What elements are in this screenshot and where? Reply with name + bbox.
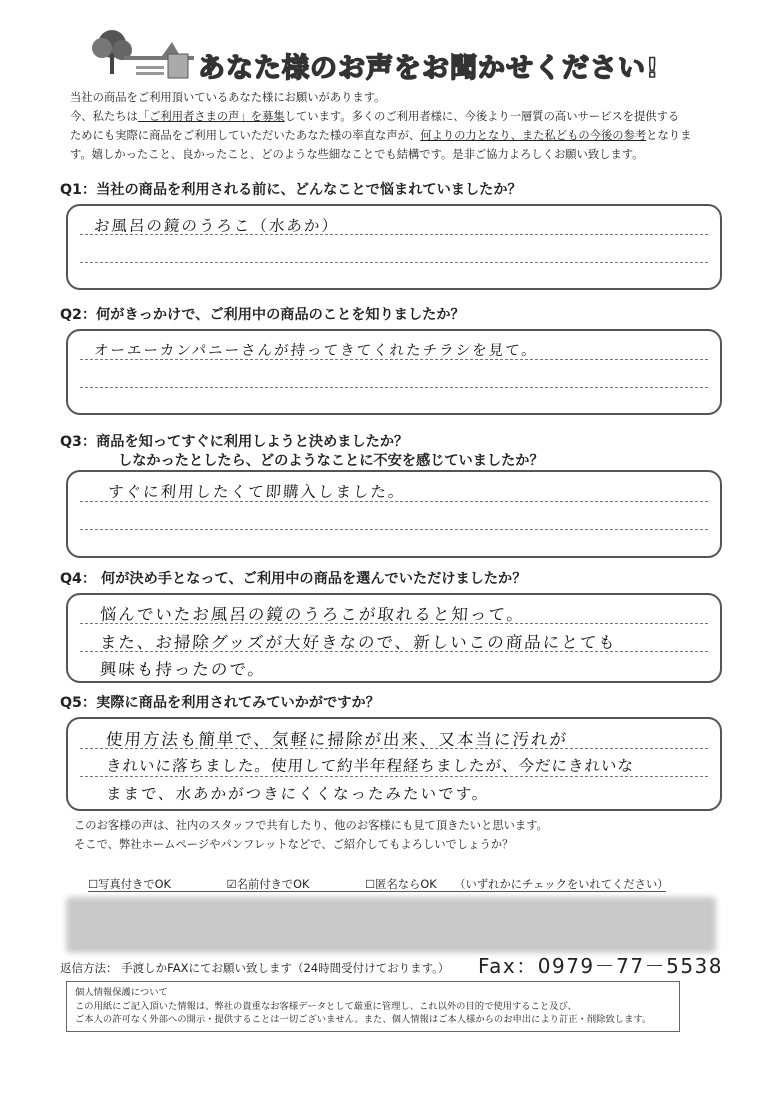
answer-box-5[interactable] bbox=[66, 717, 722, 811]
answer-3: すぐに利用したくて即購入しました。 bbox=[107, 483, 407, 501]
intro-line: す。嬉しかったこと、良かったこと、どのような些細なことでも結構です。是非ご協力よろしくお願い致します。 bbox=[70, 148, 644, 161]
question-3-sub: しなかったとしたら、どのようなことに不安を感じていましたか？ bbox=[118, 453, 544, 469]
question-2: Q2：何がきっかけで、ご利用中の商品のことを知りましたか？ bbox=[60, 307, 465, 323]
dashed-rule bbox=[80, 776, 708, 777]
answer-box-1[interactable] bbox=[66, 204, 722, 290]
answer-4-line-2: また、お掃除グッズが大好きなので、新しいこの商品にとても bbox=[99, 633, 618, 652]
dashed-rule bbox=[80, 262, 708, 263]
privacy-line: ご本人の許可なく外部への開示・提供することは一切ございません。また、個人情報はご本人様からのお申出により訂正・削除致します。 bbox=[75, 1014, 652, 1025]
consent-line: このお客様の声は、社内のスタッフで共有したり、他のお客様にも見て頂きたいと思います。 bbox=[74, 819, 548, 832]
dashed-rule bbox=[80, 529, 708, 530]
dashed-rule bbox=[80, 234, 708, 235]
fax-number: Fax：0979－77－5538 bbox=[478, 954, 724, 978]
checkbox-name-ok[interactable]: ☑名前付きでOK bbox=[226, 878, 310, 891]
divider bbox=[88, 891, 666, 892]
answer-5-line-3: ままで、水あかがつきにくくなったみたいです。 bbox=[105, 785, 491, 803]
answer-1: お風呂の鏡のうろこ（水あか） bbox=[93, 217, 340, 235]
intro-line: 今、私たちは「ご利用者さまの声」を募集しています。多くのご利用者様に、今後より一層質の高いサービスを提供する bbox=[70, 110, 680, 123]
consent-line: そこで、弊社ホームページやパンフレットなどで、ご紹介してもよろしいでしょうか？ bbox=[74, 838, 514, 851]
reply-method: 返信方法： 手渡しかFAXにてお願い致します（24時間受付けております。） bbox=[60, 961, 450, 975]
question-5: Q5：実際に商品を利用されてみていかがですか？ bbox=[60, 695, 380, 711]
answer-box-4[interactable] bbox=[66, 593, 722, 683]
answer-5-line-1: 使用方法も簡単で、気軽に掃除が出来、又本当に汚れが bbox=[105, 730, 569, 749]
privacy-line: この用紙にご記入頂いた情報は、弊社の貴重なお客様データとして厳重に管理し、これ以外の目的で使用すること及び、 bbox=[75, 1000, 577, 1012]
privacy-title: 個人情報保護について bbox=[75, 987, 168, 998]
privacy-notice bbox=[66, 981, 680, 1032]
answer-2: オーエーカンパニーさんが持ってきてくれたチラシを見て。 bbox=[93, 343, 539, 359]
dashed-rule bbox=[80, 651, 708, 652]
intro-line: ためにも実際に商品をご利用していただいたあなた様の率直な声が、何よりの力となり、また私どもの今後の参考となりま bbox=[70, 129, 692, 142]
consent-text bbox=[74, 816, 548, 854]
intro-text bbox=[70, 88, 760, 164]
intro-line: 当社の商品をご利用頂いているあなた様にお願いがあります。 bbox=[70, 91, 386, 104]
answer-box-2[interactable] bbox=[66, 329, 722, 415]
dashed-rule bbox=[80, 359, 708, 360]
question-4: Q4： 何が決め手となって、ご利用中の商品を選んでいただけましたか？ bbox=[60, 571, 527, 587]
answer-4-line-3: 興味も持ったので。 bbox=[99, 660, 267, 679]
answer-5-line-2: きれいに落ちました。使用して約半年程経ちましたが、今だにきれいな bbox=[105, 757, 635, 775]
dashed-rule bbox=[80, 387, 708, 388]
dashed-rule bbox=[80, 623, 708, 624]
redacted-personal-info bbox=[66, 897, 716, 953]
consent-checkboxes bbox=[88, 876, 669, 892]
question-1: Q1：当社の商品を利用される前に、どんなことで悩まれていましたか？ bbox=[60, 182, 522, 198]
answer-4-line-1: 悩んでいたお風呂の鏡のうろこが取れると知って。 bbox=[99, 605, 526, 624]
checkbox-anonymous-ok[interactable]: ☐匿名ならOK bbox=[365, 878, 437, 891]
checkbox-photo-ok[interactable]: ☐写真付きでOK bbox=[88, 878, 171, 891]
answer-box-3[interactable] bbox=[66, 470, 722, 558]
page-title: あなた様のお声をお聞かせください! bbox=[198, 53, 660, 84]
question-3: Q3：商品を知ってすぐに利用しようと決めましたか？ bbox=[60, 434, 409, 450]
dashed-rule bbox=[80, 501, 708, 502]
tree-house-logo bbox=[82, 24, 200, 84]
dashed-rule bbox=[80, 748, 708, 749]
checkbox-note: （いずれかにチェックをいれてください） bbox=[454, 878, 669, 891]
